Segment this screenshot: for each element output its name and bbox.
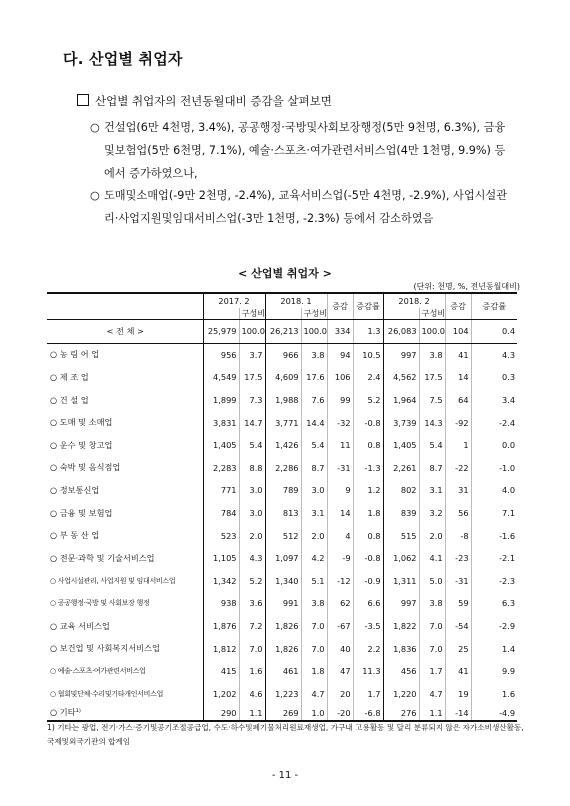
table-cell: 9.9 (471, 660, 517, 683)
table-cell: 1.2 (353, 479, 383, 502)
table-cell: 1.8 (301, 660, 327, 683)
table-cell: 789 (265, 479, 301, 502)
table-cell: 7.6 (301, 389, 327, 412)
table-cell: 56 (445, 502, 471, 525)
table-cell: -67 (327, 615, 353, 638)
table-cell: 997 (383, 592, 419, 615)
table-cell: 11.3 (353, 660, 383, 683)
checkbox-square-icon (77, 94, 89, 106)
table-row (47, 524, 517, 547)
table-cell: 1,405 (203, 434, 239, 457)
table-cell: 17.6 (301, 366, 327, 389)
table-row (47, 343, 517, 366)
table-cell: 7.0 (419, 637, 445, 660)
table-cell: -8 (445, 524, 471, 547)
table-cell: 1.4 (471, 637, 517, 660)
table-cell: 512 (265, 524, 301, 547)
table-cell: 3.0 (239, 479, 265, 502)
table-cell: 4.7 (419, 683, 445, 706)
table-cell: 47 (327, 660, 353, 683)
table-cell: 9 (327, 479, 353, 502)
header-share: 구성비 (419, 308, 445, 320)
bullet-text-2: 도매및소매업(-9만 2천명, -2.4%), 교육서비스업(-5만 4천명, -2.9%), 사업시설관리·사업지원및임대서비스업(-3만 1천명, -2.3%) 등에서 감소하였음 (104, 189, 508, 225)
table-cell: -1.0 (471, 457, 517, 480)
table-cell: 5.4 (419, 434, 445, 457)
table-cell: 1,826 (265, 637, 301, 660)
period-2017-2: 2017. 2 (203, 293, 265, 308)
table-cell: 2.0 (301, 524, 327, 547)
row-label: < 전 체 > (47, 320, 203, 344)
table-cell: 813 (265, 502, 301, 525)
table-cell: 1,899 (203, 389, 239, 412)
table-cell: 99 (327, 389, 353, 412)
table-cell: -1.3 (353, 457, 383, 480)
row-label: ○ 협회및단체·수리및기타개인서비스업 (50, 689, 164, 698)
table-cell: 1.1 (419, 705, 445, 721)
row-label: ○ 교육 서비스업 (50, 620, 110, 631)
table-cell: 3,771 (265, 411, 301, 434)
row-label: ○ 부 동 산 업 (50, 530, 100, 541)
table-cell: 8.7 (419, 457, 445, 480)
table-cell: 14.3 (419, 411, 445, 434)
table-cell: 1.7 (419, 660, 445, 683)
bullet-item-1 (90, 116, 514, 185)
table-cell: 26,213 (265, 320, 301, 344)
table-cell: 106 (327, 366, 353, 389)
table-cell: 7.1 (471, 502, 517, 525)
table-cell: -2.1 (471, 547, 517, 570)
table-cell: 14 (445, 366, 471, 389)
table-cell: 4.7 (301, 683, 327, 706)
row-label: ○ 공공행정·국방 및 사회보장 행정 (50, 599, 150, 608)
table-cell: 7.0 (301, 615, 327, 638)
table-cell: 2,261 (383, 457, 419, 480)
table-cell: 4.3 (471, 343, 517, 366)
table-cell: 8.7 (301, 457, 327, 480)
table-cell: 0.8 (353, 434, 383, 457)
table-cell: 1,405 (383, 434, 419, 457)
table-cell: 5.4 (239, 434, 265, 457)
table-cell: 6.6 (353, 592, 383, 615)
table-cell: 94 (327, 343, 353, 366)
table-cell: 25,979 (203, 320, 239, 344)
page-number: - 11 - (271, 770, 299, 781)
table-cell: 3.8 (419, 343, 445, 366)
table-row (47, 411, 517, 434)
table-cell: 3.4 (471, 389, 517, 412)
table-cell: 4.1 (419, 547, 445, 570)
table-cell: 771 (203, 479, 239, 502)
table-cell: 31 (445, 479, 471, 502)
table-cell: 515 (383, 524, 419, 547)
table-cell: -12 (327, 570, 353, 593)
table-cell: 1,812 (203, 637, 239, 660)
table-cell: 802 (383, 479, 419, 502)
bullet-item-2 (90, 184, 514, 230)
table-cell: 1.6 (239, 660, 265, 683)
table-cell: 3.1 (419, 479, 445, 502)
table-cell: 4.6 (239, 683, 265, 706)
table-cell: -2.4 (471, 411, 517, 434)
table-cell: -3.5 (353, 615, 383, 638)
table-cell: 1,876 (203, 615, 239, 638)
table-row (47, 637, 517, 660)
table-cell: 11 (327, 434, 353, 457)
table-cell: 334 (327, 320, 353, 344)
row-label: ○ 예술·스포츠·여가관련서비스업 (50, 667, 146, 676)
table-cell: 41 (445, 343, 471, 366)
table-cell: -23 (445, 547, 471, 570)
row-label: ○ 제 조 업 (50, 371, 89, 382)
table-cell: 7.3 (239, 389, 265, 412)
table-cell: 25 (445, 637, 471, 660)
table-cell: 938 (203, 592, 239, 615)
table-cell: 4.3 (239, 547, 265, 570)
table-cell: 8.8 (239, 457, 265, 480)
row-label: ○ 도매 및 소매업 (50, 417, 113, 428)
table-cell: 966 (265, 343, 301, 366)
table-cell: 456 (383, 660, 419, 683)
header-change: 증감 (327, 293, 353, 320)
table-cell: 290 (203, 705, 239, 721)
table-cell: 1.6 (471, 683, 517, 706)
table-row (47, 366, 517, 389)
table-cell: 4,609 (265, 366, 301, 389)
table-cell: -22 (445, 457, 471, 480)
table-body (47, 320, 517, 722)
circle-bullet-icon: ○ (90, 189, 100, 202)
table-cell: 104 (445, 320, 471, 344)
header-change: 증감 (445, 293, 471, 320)
table-cell: -4.9 (471, 705, 517, 721)
row-label: ○ 사업시설관리, 사업지원 및 임대서비스업 (50, 576, 176, 585)
section-heading: 다. 산업별 취업자 (63, 50, 183, 68)
table-cell: 7.0 (239, 637, 265, 660)
table-cell: 1,220 (383, 683, 419, 706)
table-cell: 3,739 (383, 411, 419, 434)
table-title: < 산업별 취업자 > (238, 267, 332, 280)
table-cell: -2.3 (471, 570, 517, 593)
lead-text: 산업별 취업자의 전년동월대비 증감을 살펴보면 (95, 94, 332, 108)
table-row (47, 705, 517, 721)
row-label: ○ 건 설 업 (50, 394, 89, 405)
table-cell: 100.0 (239, 320, 265, 344)
table-cell: 100.0 (419, 320, 445, 344)
table-cell: -6.8 (353, 705, 383, 721)
table-cell: 14.7 (239, 411, 265, 434)
table-cell: 1.8 (353, 502, 383, 525)
table-cell: 1,097 (265, 547, 301, 570)
circle-bullet-icon: ○ (90, 121, 100, 134)
table-row (47, 502, 517, 525)
table-cell: 1,105 (203, 547, 239, 570)
row-label: ○ 금융 및 보험업 (50, 507, 113, 518)
table-cell: 3.1 (301, 502, 327, 525)
table-cell: 4.2 (301, 547, 327, 570)
table-cell: 10.5 (353, 343, 383, 366)
table-cell: 1,223 (265, 683, 301, 706)
table-cell: 523 (203, 524, 239, 547)
table-cell: 415 (203, 660, 239, 683)
table-cell: 839 (383, 502, 419, 525)
table-cell: -2.9 (471, 615, 517, 638)
table-cell: -31 (445, 570, 471, 593)
table-cell: -31 (327, 457, 353, 480)
table-cell: 2.0 (239, 524, 265, 547)
table-row (47, 547, 517, 570)
table-header-row-1 (47, 293, 517, 308)
table-cell: -9 (327, 547, 353, 570)
table-cell: 7.5 (419, 389, 445, 412)
table-cell: 3,831 (203, 411, 239, 434)
table-cell: 100.0 (301, 320, 327, 344)
table-cell: -92 (445, 411, 471, 434)
table-cell: 3.0 (239, 502, 265, 525)
table-cell: 19 (445, 683, 471, 706)
table-cell: 5.4 (301, 434, 327, 457)
table-cell: 20 (327, 683, 353, 706)
table-cell: 1,822 (383, 615, 419, 638)
table-cell: 4,549 (203, 366, 239, 389)
table-cell: 17.5 (239, 366, 265, 389)
header-share: 구성비 (239, 308, 265, 320)
table-cell: 2.4 (353, 366, 383, 389)
table-cell: 3.2 (419, 502, 445, 525)
period-2018-1: 2018. 1 (265, 293, 327, 308)
row-label: ○ 기타¹⁾ (47, 705, 203, 721)
table-cell: 1,202 (203, 683, 239, 706)
table-cell: 276 (383, 705, 419, 721)
table-cell: -54 (445, 615, 471, 638)
table-cell: 5.2 (353, 389, 383, 412)
table-cell: 1,340 (265, 570, 301, 593)
table-cell: 0.8 (353, 524, 383, 547)
table-cell: 1.1 (239, 705, 265, 721)
table-cell: 40 (327, 637, 353, 660)
table-cell: 1,311 (383, 570, 419, 593)
table-row (47, 683, 517, 706)
table-cell: 1,826 (265, 615, 301, 638)
table-cell: 0.3 (471, 366, 517, 389)
table-cell: 1,426 (265, 434, 301, 457)
table-cell: 1 (445, 434, 471, 457)
row-label: ○ 운수 및 창고업 (50, 439, 113, 450)
table-cell: 784 (203, 502, 239, 525)
table-unit: (단위: 천명, %, 전년동월대비) (413, 282, 520, 291)
table-row (47, 479, 517, 502)
table-cell: 41 (445, 660, 471, 683)
table-cell: 269 (265, 705, 301, 721)
table-cell: 461 (265, 660, 301, 683)
table-row (47, 457, 517, 480)
table-cell: 1,342 (203, 570, 239, 593)
table-row (47, 592, 517, 615)
period-2018-2: 2018. 2 (383, 293, 445, 308)
table-cell: 991 (265, 592, 301, 615)
table-cell: 4,562 (383, 366, 419, 389)
table-cell: 7.0 (419, 615, 445, 638)
table-cell: -0.9 (353, 570, 383, 593)
row-label: ○ 숙박 및 음식점업 (50, 462, 121, 473)
table-cell: 1,988 (265, 389, 301, 412)
table-cell: 3.8 (301, 592, 327, 615)
table-cell: 1,062 (383, 547, 419, 570)
row-label: ○ 보건업 및 사회복지서비스업 (50, 643, 160, 654)
bullet-text-1: 건설업(6만 4천명, 3.4%), 공공행정·국방및사회보장행정(5만 9천명, 6.3%), 금융및보험업(5만 6천명, 7.1%), 예술·스포츠·여가관련서비스업(4만 1천명, 9.9%) 등에서 증가하였으나, (104, 121, 506, 180)
table-cell: 0.4 (471, 320, 517, 344)
row-label: ○ 전문·과학 및 기술서비스업 (50, 552, 155, 563)
table-cell: 5.0 (419, 570, 445, 593)
table-cell: 1.0 (301, 705, 327, 721)
table-cell: 17.5 (419, 366, 445, 389)
table-cell: 4.0 (471, 479, 517, 502)
row-label: ○ 농 림 어 업 (50, 349, 100, 360)
table-cell: -20 (327, 705, 353, 721)
table-cell: 4 (327, 524, 353, 547)
table-cell: 956 (203, 343, 239, 366)
table-cell: 14 (327, 502, 353, 525)
employment-table (47, 292, 517, 722)
table-row (47, 434, 517, 457)
table-row (47, 615, 517, 638)
table-cell: 3.0 (301, 479, 327, 502)
table-cell: -32 (327, 411, 353, 434)
table-cell: 26,083 (383, 320, 419, 344)
table-cell: 1.7 (353, 683, 383, 706)
lead-paragraph (77, 93, 332, 109)
table-cell: 1,836 (383, 637, 419, 660)
table-cell: 7.0 (301, 637, 327, 660)
table-cell: 14.4 (301, 411, 327, 434)
table-cell: 2.2 (353, 637, 383, 660)
table-row (47, 389, 517, 412)
table-cell: 3.8 (419, 592, 445, 615)
table-cell: -0.8 (353, 411, 383, 434)
table-cell: 59 (445, 592, 471, 615)
table-cell: 5.2 (239, 570, 265, 593)
row-label: ○ 정보통신업 (50, 484, 100, 495)
table-cell: 5.1 (301, 570, 327, 593)
header-rate: 증감률 (471, 293, 517, 320)
table-cell: 1,964 (383, 389, 419, 412)
table-cell: -14 (445, 705, 471, 721)
table-cell: 2,283 (203, 457, 239, 480)
table-cell: 62 (327, 592, 353, 615)
table-cell: 997 (383, 343, 419, 366)
table-cell: 2,286 (265, 457, 301, 480)
table-cell: 1.3 (353, 320, 383, 344)
table-cell: 7.2 (239, 615, 265, 638)
table-cell: 6.3 (471, 592, 517, 615)
table-cell: -1.6 (471, 524, 517, 547)
table-cell: 0.0 (471, 434, 517, 457)
table-row (47, 570, 517, 593)
table-row (47, 320, 517, 344)
table-row (47, 660, 517, 683)
table-cell: 64 (445, 389, 471, 412)
header-share: 구성비 (301, 308, 327, 320)
footnote: 1) 기타는 광업, 전기·가스·증기및공기조절공급업, 수도·하수및폐기물처리원료재생업, 가구내 고용활동 및 달리 분류되지 않은 자가소비생산활동, 국제및외국기관의 합계임 (47, 723, 524, 746)
table-cell: 3.8 (301, 343, 327, 366)
table-cell: 3.6 (239, 592, 265, 615)
table-cell: 2.0 (419, 524, 445, 547)
table-cell: -0.8 (353, 547, 383, 570)
header-rate: 증감률 (353, 293, 383, 320)
table-cell: 3.7 (239, 343, 265, 366)
